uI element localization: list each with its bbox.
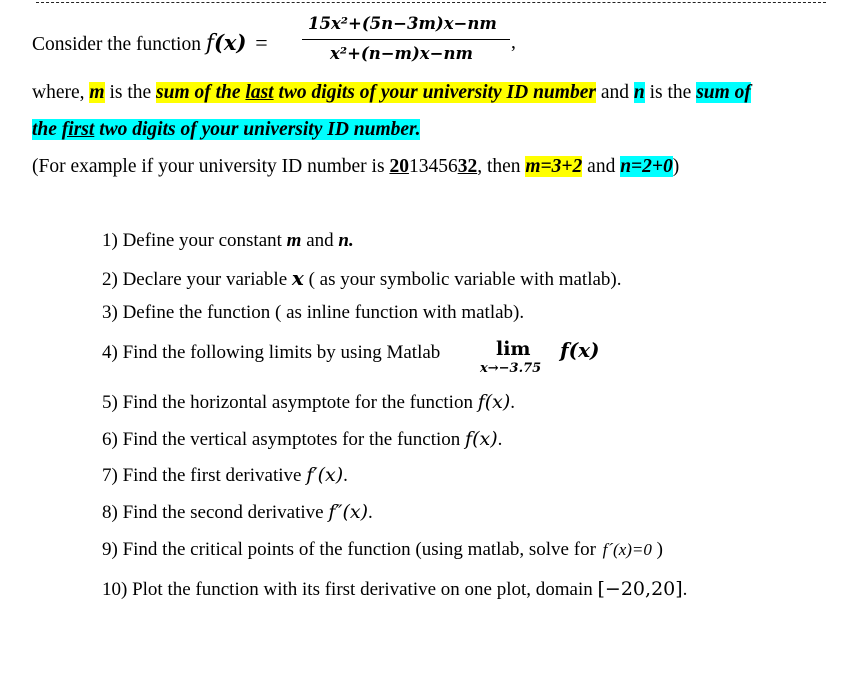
task-function: f′(x) <box>306 464 344 486</box>
example-m-value: m=3+2 <box>525 156 583 177</box>
task-number: 2) <box>102 269 118 290</box>
example-and: and <box>587 156 616 177</box>
fraction-numerator: 15x²+(5n−3m)x−nm <box>308 14 497 33</box>
task-variable: x <box>291 266 304 290</box>
n-desc-the: the <box>32 119 57 140</box>
task-number: 5) <box>102 392 118 413</box>
is-the-2: is the <box>649 82 692 103</box>
task-number: 7) <box>102 465 118 486</box>
task-m: m <box>286 230 302 251</box>
example-id <box>389 156 477 177</box>
task-end: . <box>368 502 373 523</box>
task-end: . <box>497 429 503 450</box>
trailing-comma: , <box>511 32 516 53</box>
task-text: Find the horizontal asymptote for the function <box>122 392 473 413</box>
task-8 <box>102 501 373 524</box>
task-end: . <box>343 465 348 486</box>
where-word: where, <box>32 82 85 103</box>
task-5 <box>102 391 515 414</box>
task-function: f″(x) <box>328 501 369 523</box>
task-number: 9) <box>102 539 118 560</box>
task-text: Find the critical points of the function (using matlab, solve for <box>122 539 596 560</box>
m-desc-part1: sum of the <box>156 82 241 103</box>
task-1 <box>102 230 354 252</box>
example-open: (For example if your university ID number is <box>32 156 385 177</box>
task-number: 10) <box>102 579 128 600</box>
task-function: f(x) <box>465 428 498 450</box>
task-text-after: ( as your symbolic variable with matlab). <box>308 269 622 290</box>
example-then: , then <box>477 156 521 177</box>
example-line <box>32 156 679 178</box>
task-number: 8) <box>102 502 118 523</box>
m-desc-part2: two digits of your university ID number <box>278 82 596 103</box>
limit-operator: lim <box>496 338 531 360</box>
task-domain: [−20,20] <box>597 578 683 600</box>
function-name: f <box>205 31 214 56</box>
definition-line-2 <box>32 119 420 141</box>
and-word: and <box>600 82 629 103</box>
limit-subscript: x→−3.75 <box>480 361 542 376</box>
task-end: ) <box>656 539 663 560</box>
limit-function: f(x) <box>560 338 600 362</box>
task-number: 4) <box>102 342 118 363</box>
task-end: . <box>510 392 516 413</box>
task-3 <box>102 302 524 324</box>
definition-line-1 <box>32 82 751 104</box>
task-text: Find the second derivative <box>122 502 324 523</box>
example-close: ) <box>672 156 680 177</box>
task-number: 1) <box>102 230 118 251</box>
is-the-1: is the <box>109 82 152 103</box>
fraction-denominator: x²+(n−m)x−nm <box>330 44 473 63</box>
task-n: n. <box>338 230 354 251</box>
task-text: Define your constant <box>122 230 282 251</box>
m-description <box>156 82 596 103</box>
fraction-bar <box>302 39 510 40</box>
n-description <box>32 119 420 140</box>
task-function: f(x) <box>477 391 511 413</box>
task-4 <box>102 342 440 364</box>
task-function: f´(x)=0 <box>602 540 652 559</box>
intro-text <box>32 30 268 56</box>
task-text: Find the first derivative <box>122 465 302 486</box>
task-text: Declare your variable <box>122 269 288 290</box>
task-number: 3) <box>102 302 118 323</box>
n-desc-first: first <box>61 119 95 140</box>
id-first-digits: 20 <box>389 156 409 177</box>
n-desc-line2: two digits of your university ID number. <box>99 119 421 140</box>
intro-label: Consider the function <box>32 34 201 55</box>
id-mid-digits: 13456 <box>408 156 458 177</box>
task-9 <box>102 539 663 561</box>
example-n-value: n=2+0 <box>620 156 673 177</box>
m-symbol: m <box>89 82 105 103</box>
task-and: and <box>306 230 334 251</box>
top-dashed-rule <box>36 2 826 3</box>
task-text: Find the following limits by using Matlab <box>122 342 441 363</box>
m-desc-last: last <box>245 82 274 103</box>
task-7 <box>102 464 348 487</box>
task-10 <box>102 578 687 601</box>
n-desc-line1: sum of <box>696 82 751 103</box>
task-end: . <box>682 579 688 600</box>
task-number: 6) <box>102 429 118 450</box>
id-last-digits: 32 <box>457 156 478 177</box>
task-text: Define the function ( as inline function with matlab). <box>122 302 525 323</box>
task-text: Find the vertical asymptotes for the function <box>122 429 461 450</box>
task-6 <box>102 428 502 451</box>
equals-sign: = <box>255 30 268 55</box>
n-symbol: n <box>633 82 645 103</box>
task-text: Plot the function with its first derivative on one plot, domain <box>132 579 593 600</box>
task-2 <box>102 266 621 291</box>
function-argument: (x) <box>214 30 247 55</box>
